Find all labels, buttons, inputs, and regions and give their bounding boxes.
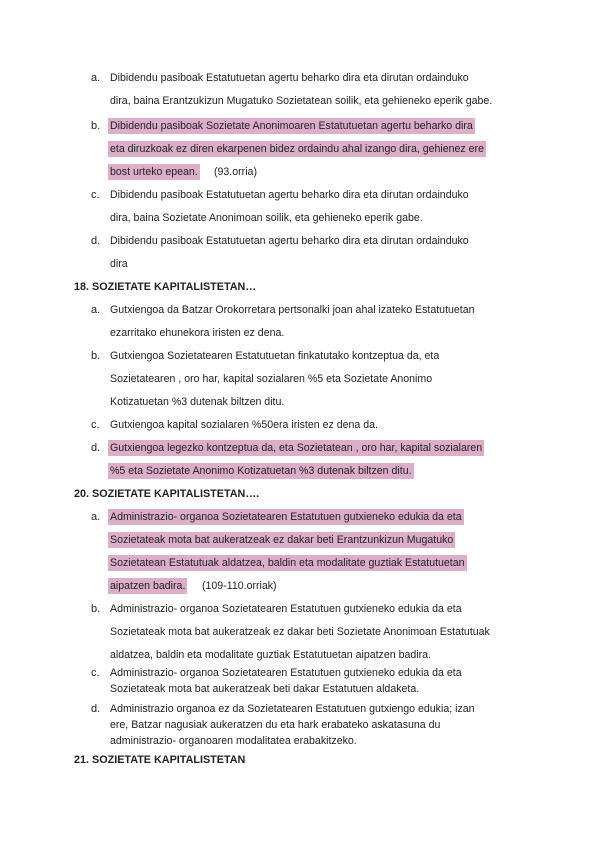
option-line: Sozietateak mota bat aukeratzeak ez dakar beti Sozietate Anonimoan Estatutuak <box>110 626 490 638</box>
option-line: Administrazio- organoa Sozietatearen Estatutuen gutxieneko edukia da eta <box>110 603 462 615</box>
option-line: Sozietatearen , oro har, kapital sozialaren %5 eta Sozietate Anonimo <box>110 373 433 385</box>
option-line: dira, baina Sozietate Anonimoan soilik, eta gehieneko eperik gabe. <box>110 212 423 224</box>
option-marker: c. <box>91 189 100 201</box>
option-marker: d. <box>91 442 101 454</box>
highlighted-line: Sozietatean Estatutuak aldatzea, baldin eta modalitate guztiak Estatutuetan <box>110 557 465 569</box>
option-marker: d. <box>91 235 101 247</box>
highlighted-line: Gutxiengoa legezko kontzeptua da, eta Sozietatean , oro har, kapital sozialaren <box>110 442 483 454</box>
option-line: Administrazio- organoa Sozietatearen Estatutuen gutxieneko edukia da eta <box>110 667 462 679</box>
option-line: ere, Batzar nagusiak aukeratzen du eta hark erabateko askatasuna du <box>110 719 441 731</box>
page-reference: (93.orria) <box>214 166 257 178</box>
highlighted-line: aipatzen badira. <box>110 580 186 592</box>
option-marker: d. <box>91 703 101 715</box>
option-line: Dibidendu pasiboak Estatutuetan agertu beharko dira eta dirutan ordainduko <box>110 72 469 84</box>
option-marker: c. <box>91 419 100 431</box>
option-marker: b. <box>91 120 101 132</box>
option-marker: b. <box>91 350 101 362</box>
highlighted-line: Sozietateak mota bat aukeratzeak ez dakar beti Erantzunkizun Mugatuko <box>110 534 454 546</box>
option-marker: a. <box>91 511 101 523</box>
option-line: Dibidendu pasiboak Estatutuetan agertu beharko dira eta dirutan ordainduko <box>110 189 469 201</box>
question-heading: 20. SOZIETATE KAPITALISTETAN…. <box>74 488 260 500</box>
option-line: Gutxiengoa Sozietatearen Estatutuetan finkatutako kontzeptua da, eta <box>110 350 440 362</box>
option-line: Dibidendu pasiboak Estatutuetan agertu beharko dira eta dirutan ordainduko <box>110 235 469 247</box>
option-line: dira <box>110 258 128 270</box>
option-line: Gutxiengoa kapital sozialaren %50era iristen ez dena da. <box>110 419 378 431</box>
option-line: dira, baina Erantzukizun Mugatuko Sozietatean soilik, eta gehieneko eperik gabe. <box>110 95 493 107</box>
option-marker: a. <box>91 72 101 84</box>
highlighted-line: Dibidendu pasiboak Sozietate Anonimoaren Estatutuetan agertu beharko dira <box>110 120 473 132</box>
option-line: Kotizatuetan %3 dutenak biltzen ditu. <box>110 396 285 408</box>
option-line: administrazio- organoaren modalitatea erabakitzeko. <box>110 735 357 747</box>
highlighted-line: bost urteko epean. <box>110 166 198 178</box>
option-marker: b. <box>91 603 101 615</box>
option-line: Gutxiengoa da Batzar Orokorretara pertsonalki joan ahal izateko Estatutuetan <box>110 304 475 316</box>
highlighted-line: eta diruzkoak ez diren ekarpenen bidez ordaindu ahal izango dira, gehienez ere <box>110 143 484 155</box>
option-marker: c. <box>91 667 100 679</box>
question-heading: 18. SOZIETATE KAPITALISTETAN… <box>74 281 257 293</box>
question-heading: 21. SOZIETATE KAPITALISTETAN <box>74 754 246 766</box>
highlighted-line: %5 eta Sozietate Anonimo Kotizatuetan %3 dutenak biltzen ditu. <box>110 465 412 477</box>
option-line: Administrazio organoa ez da Sozietatearen Estatutuen gutxiengo edukia; izan <box>110 703 475 715</box>
option-marker: a. <box>91 304 101 316</box>
highlighted-line: Administrazio- organoa Sozietatearen Estatutuen gutxieneko edukia da eta <box>110 511 462 523</box>
option-line: Sozietateak mota bat aukeratzeak beti dakar Estatutuen aldaketa. <box>110 683 420 695</box>
page-reference: (109-110.orriak) <box>202 580 277 592</box>
option-line: aldatzea, baldin eta modalitate guztiak Estatutuetan aipatzen badira. <box>110 649 431 661</box>
option-line: ezarritako ehunekora iristen ez dena. <box>110 327 285 339</box>
